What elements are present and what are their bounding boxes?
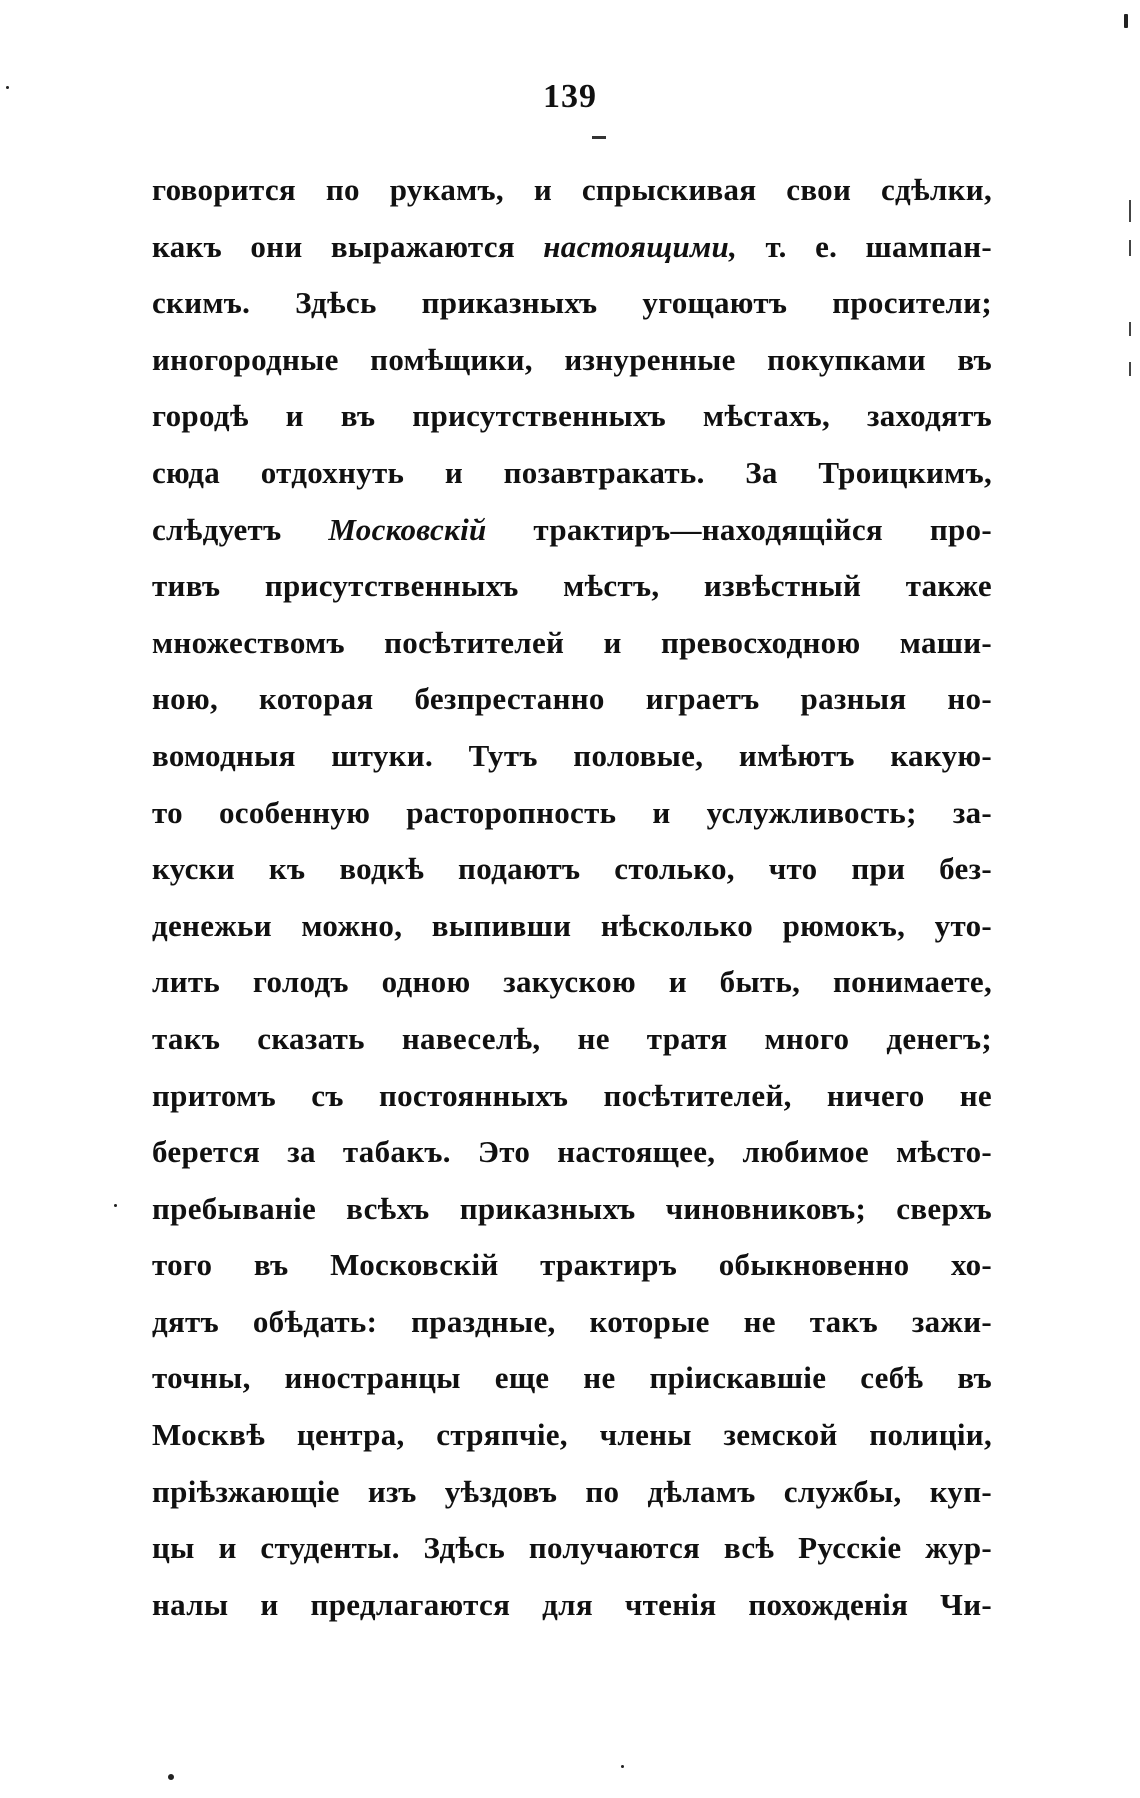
print-speck bbox=[168, 1774, 174, 1780]
text-line bbox=[152, 898, 992, 955]
text-run: цы и студенты. Здѣсь получаются всѣ Русскіе жур- bbox=[152, 1530, 992, 1566]
text-run: ною, которая безпрестанно играетъ разныя но- bbox=[152, 681, 992, 717]
text-run: городѣ и въ присутственныхъ мѣстахъ, заходятъ bbox=[152, 398, 992, 434]
print-speck bbox=[621, 1765, 624, 1768]
text-line bbox=[152, 1237, 992, 1294]
edge-mark bbox=[1129, 362, 1131, 376]
text-line bbox=[152, 671, 992, 728]
body-text bbox=[152, 162, 992, 1633]
text-run: лить голодъ одною закускою и быть, понимаете, bbox=[152, 964, 992, 1000]
text-run: то особенную расторопность и услужливость; за- bbox=[152, 794, 992, 830]
text-run: трактиръ—находящійся про- bbox=[486, 511, 992, 547]
text-line bbox=[152, 502, 992, 559]
text-line bbox=[152, 1350, 992, 1407]
text-run: иногородные помѣщики, изнуренные покупками въ bbox=[152, 341, 992, 377]
text-run: сюда отдохнуть и позавтракать. За Троицкимъ, bbox=[152, 454, 992, 490]
text-run: т. е. шампан- bbox=[737, 228, 992, 264]
page-number: 139 bbox=[543, 78, 597, 115]
text-line bbox=[152, 1577, 992, 1634]
text-line bbox=[152, 1520, 992, 1577]
text-run: слѣдуетъ bbox=[152, 511, 329, 547]
header-dash bbox=[592, 136, 606, 139]
text-run: говорится по рукамъ, и спрыскивая свои сдѣлки, bbox=[152, 172, 992, 207]
text-run: Москвѣ центра, стряпчіе, члены земской полиціи, bbox=[152, 1417, 992, 1453]
text-run: берется за табакъ. Это настоящее, любимое мѣсто- bbox=[152, 1134, 992, 1170]
text-line bbox=[152, 162, 992, 219]
text-run: точны, иностранцы еще не пріискавшіе себѣ въ bbox=[152, 1360, 992, 1396]
text-run: пріѣзжающіе изъ уѣздовъ по дѣламъ службы, куп- bbox=[152, 1473, 992, 1509]
text-line bbox=[152, 841, 992, 898]
text-line bbox=[152, 1407, 992, 1464]
text-line bbox=[152, 332, 992, 389]
text-run: такъ сказать навеселѣ, не тратя много денегъ; bbox=[152, 1020, 992, 1056]
text-line bbox=[152, 1124, 992, 1181]
italic-text: настоящими, bbox=[543, 228, 738, 264]
text-run: множествомъ посѣтителей и превосходною маши- bbox=[152, 624, 992, 660]
text-line bbox=[152, 388, 992, 445]
text-line bbox=[152, 1181, 992, 1238]
text-run: куски къ водкѣ подаютъ столько, что при без- bbox=[152, 851, 992, 887]
edge-mark bbox=[1129, 322, 1131, 336]
text-run: пребываніе всѣхъ приказныхъ чиновниковъ; сверхъ bbox=[152, 1190, 992, 1226]
text-line bbox=[152, 1464, 992, 1521]
print-speck bbox=[6, 86, 9, 89]
text-line bbox=[152, 445, 992, 502]
text-line bbox=[152, 558, 992, 615]
edge-mark bbox=[1129, 240, 1131, 256]
text-run: скимъ. Здѣсь приказныхъ угощаютъ просители; bbox=[152, 285, 992, 321]
text-line bbox=[152, 219, 992, 276]
text-run: вомодныя штуки. Тутъ половые, имѣютъ какую- bbox=[152, 737, 992, 773]
text-run: притомъ съ постоянныхъ посѣтителей, ничего не bbox=[152, 1077, 992, 1113]
text-line bbox=[152, 275, 992, 332]
text-run: денежьи можно, выпивши нѣсколько рюмокъ, уто- bbox=[152, 907, 992, 943]
print-speck bbox=[114, 1204, 117, 1207]
text-line bbox=[152, 728, 992, 785]
text-run: налы и предлагаются для чтенія похожденія Чи- bbox=[152, 1586, 992, 1622]
text-run: какъ они выражаются bbox=[152, 228, 544, 264]
text-line bbox=[152, 615, 992, 672]
text-run: дятъ обѣдать: праздные, которые не такъ зажи- bbox=[152, 1303, 992, 1339]
print-speck bbox=[1124, 14, 1128, 28]
text-run: тивъ присутственныхъ мѣстъ, извѣстный также bbox=[152, 568, 992, 604]
text-line bbox=[152, 954, 992, 1011]
italic-text: Московскій bbox=[328, 511, 487, 547]
text-line bbox=[152, 1294, 992, 1351]
text-line bbox=[152, 1068, 992, 1125]
text-run: того въ Московскій трактиръ обыкновенно хо- bbox=[152, 1247, 992, 1283]
edge-mark bbox=[1129, 200, 1131, 222]
text-line bbox=[152, 785, 992, 842]
text-line bbox=[152, 1011, 992, 1068]
